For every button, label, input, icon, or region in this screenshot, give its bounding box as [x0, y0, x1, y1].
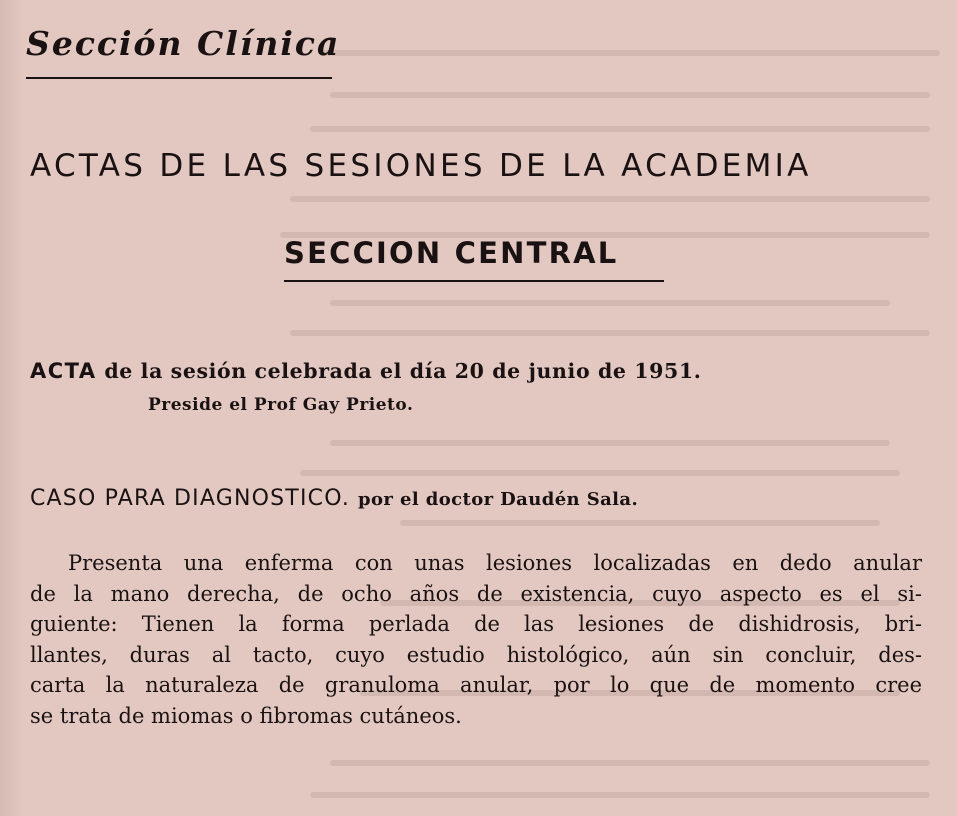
- main-title: ACTAS DE LAS SESIONES DE LA ACADEMIA: [30, 148, 812, 184]
- preside-line: Preside el Prof Gay Prieto.: [148, 395, 414, 415]
- section-heading-underline: [26, 77, 332, 79]
- sub-title-underline: [284, 280, 664, 282]
- body-line: Presenta una enferma con unas lesiones localizadas en dedo anular: [68, 551, 922, 575]
- case-author: por el doctor Daudén Sala.: [358, 489, 639, 510]
- body-line: llantes, duras al tacto, cuyo estudio histológico, aún sin concluir, des-: [30, 642, 922, 667]
- case-title: CASO PARA DIAGNOSTICO.: [30, 486, 351, 511]
- sub-title: SECCION CENTRAL: [284, 236, 619, 270]
- acta-date-text: de la sesión celebrada el día 20 de junio de 1951.: [96, 359, 702, 383]
- body-line: guiente: Tienen la forma perlada de las lesiones de dishidrosis, bri-: [30, 612, 922, 636]
- acta-label: ACTA: [30, 359, 97, 383]
- case-heading: [30, 486, 638, 511]
- body-line: se trata de miomas o fibromas cutáneos.: [30, 703, 462, 728]
- section-heading: Sección Clínica: [26, 24, 341, 63]
- body-line: carta la naturaleza de granuloma anular, por lo que de momento cree: [30, 673, 922, 697]
- body-line: de la mano derecha, de ocho años de existencia, cuyo aspecto es el si-: [30, 581, 922, 606]
- acta-line: [30, 359, 701, 383]
- body-paragraph: [30, 548, 922, 731]
